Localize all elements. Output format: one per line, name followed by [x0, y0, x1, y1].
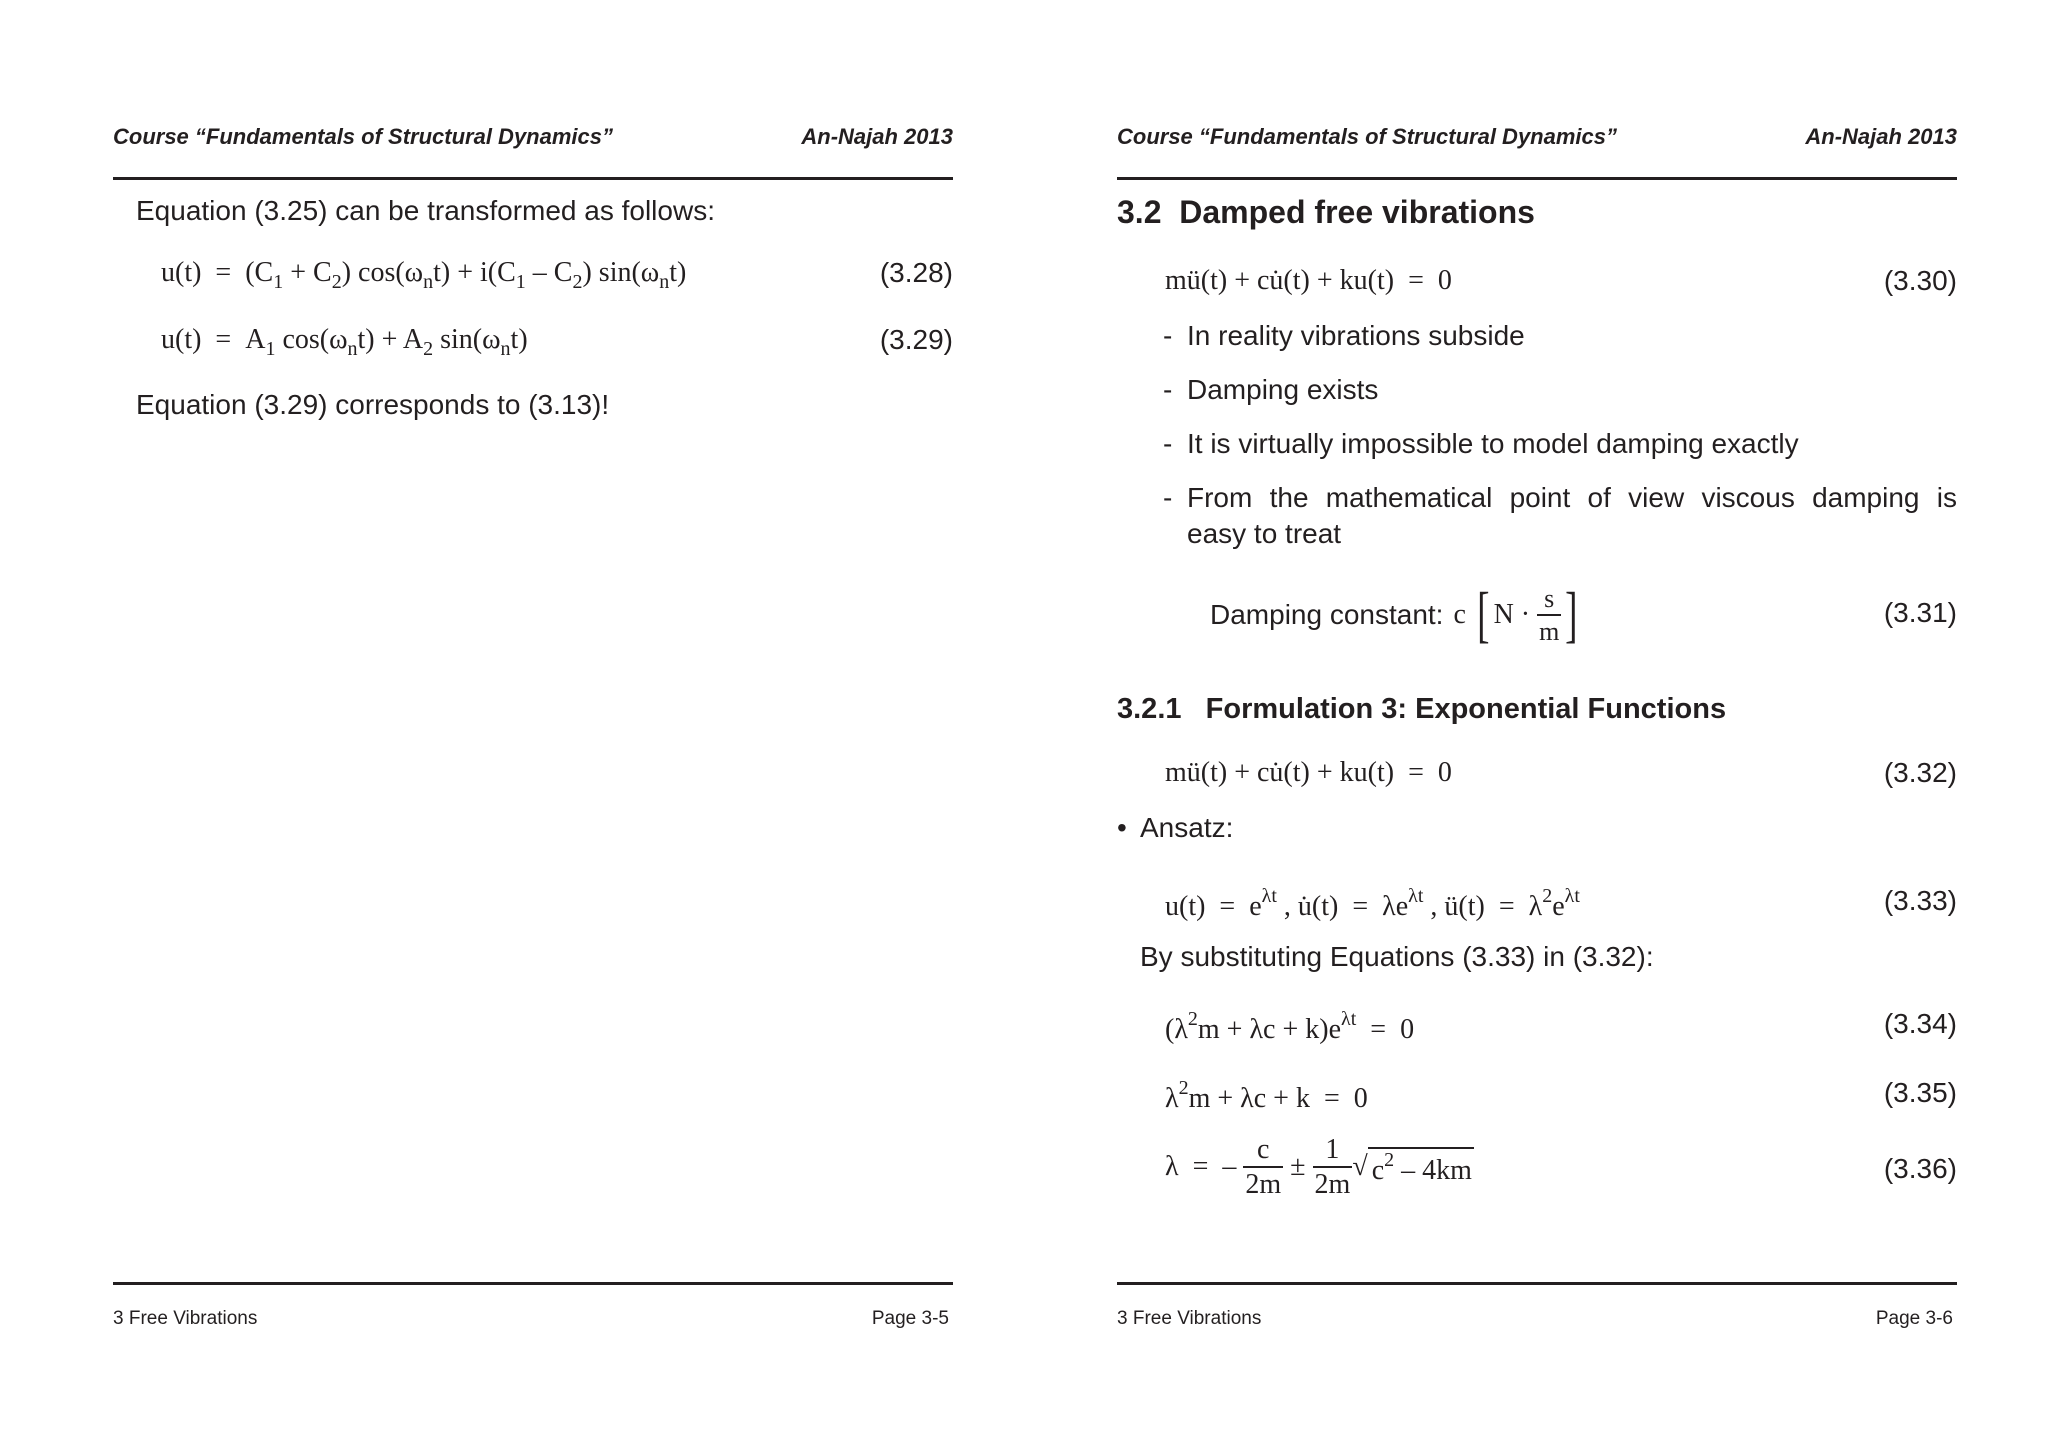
bullet-item: Damping exists [1187, 374, 1379, 405]
equation-number-3-28: (3.28) [879, 257, 953, 288]
equation-3-28: $u(t) = (C_1 + C_2) \cos(\omega_nt) + i(C_1 - C_2)$ $\sin(\omega_nt)$ [161, 257, 687, 293]
subsection-number: 3.2.1 [1117, 693, 1182, 725]
equation-3-35: $\lambda^2m + \lambda c + k = 0$ [1165, 1077, 1368, 1114]
closing-text: Equation (3.29) corresponds to (3.13)! [136, 389, 610, 420]
footer-rule [113, 1282, 953, 1285]
equation-3-34: $(\lambda^2m + \lambda c + k)e^{\lambda t} = 0$ [1165, 1008, 1415, 1045]
damping-constant-line [1210, 580, 1582, 650]
equation-number-3-33: (3.33) [1883, 885, 1957, 916]
bullet-dot: • [1117, 812, 1127, 843]
equation-number-3-34: (3.34) [1883, 1008, 1957, 1039]
right-page [1117, 0, 1957, 1448]
equation-number-3-32: (3.32) [1883, 757, 1957, 788]
dash-bullet: - [1163, 374, 1173, 405]
footer-rule [1117, 1282, 1957, 1285]
bullet-item: In reality vibrations subside [1187, 320, 1525, 351]
bullet-item-continuation: easy to treat [1187, 518, 1342, 549]
subsection-heading [1117, 693, 1726, 726]
damping-constant-label: Damping constant: [1210, 599, 1444, 630]
equation-number-3-30: (3.30) [1883, 265, 1957, 296]
substitution-text: By substituting Equations (3.33) in (3.32): [1140, 941, 1654, 972]
page-header [113, 124, 953, 158]
header-course-title: Course “Fundamentals of Structural Dynamics” [1117, 124, 1617, 149]
equation-number-3-31: (3.31) [1883, 597, 1957, 628]
bullet-item: From the mathematical point of view viscous damping is [1187, 482, 1957, 513]
footer-page-number: Page 3-6 [1875, 1308, 1953, 1329]
section-title: Damped free vibrations [1179, 194, 1535, 230]
dash-bullet: - [1163, 482, 1173, 513]
equation-number-3-29: (3.29) [879, 324, 953, 355]
equation-3-29: $u(t) = A_1$ $\cos(\omega_nt) + A_2$ $\sin(\omega_nt)$ [161, 324, 528, 360]
header-organization: An-Najah 2013 [1805, 124, 1957, 149]
equation-3-30: mü(t) + cu̇(t) + ku(t) = 0 [1165, 265, 1452, 296]
dash-bullet: - [1163, 428, 1173, 459]
left-page [113, 0, 953, 1448]
footer-chapter: 3 Free Vibrations [113, 1308, 258, 1329]
header-rule [113, 177, 953, 180]
equation-3-32: mü(t) + cu̇(t) + ku(t) = 0 [1165, 757, 1452, 788]
header-course-title: Course “Fundamentals of Structural Dynamics” [113, 124, 613, 149]
section-heading [1117, 194, 1535, 231]
header-organization: An-Najah 2013 [801, 124, 953, 149]
equation-number-3-35: (3.35) [1883, 1077, 1957, 1108]
equation-number-3-36: (3.36) [1883, 1153, 1957, 1184]
header-rule [1117, 177, 1957, 180]
equation-3-33: $u(t) = e^{\lambda t}$ , u̇(t) = $\lambda e^{\lambda t}$ , ü(t) = $\lambda^2e^{\lambda t}$ [1165, 885, 1580, 922]
dash-bullet: - [1163, 320, 1173, 351]
equation-3-36: λ = – $\frac{c}{2m}$ ± $\frac{1}{2m}$ √ $c^2 - 4km$ [1165, 1133, 1472, 1200]
intro-text: Equation (3.25) can be transformed as follows: [136, 195, 715, 226]
section-number: 3.2 [1117, 194, 1162, 230]
ansatz-label: Ansatz: [1140, 812, 1234, 843]
bullet-item: It is virtually impossible to model damping exactly [1187, 428, 1799, 459]
page-header [1117, 124, 1957, 158]
damping-constant-unit: c [ N · $\frac{s}{m}$ ] [1453, 581, 1578, 649]
footer-chapter: 3 Free Vibrations [1117, 1308, 1262, 1329]
subsection-title: Formulation 3: Exponential Functions [1205, 693, 1727, 725]
footer-page-number: Page 3-5 [871, 1308, 949, 1329]
